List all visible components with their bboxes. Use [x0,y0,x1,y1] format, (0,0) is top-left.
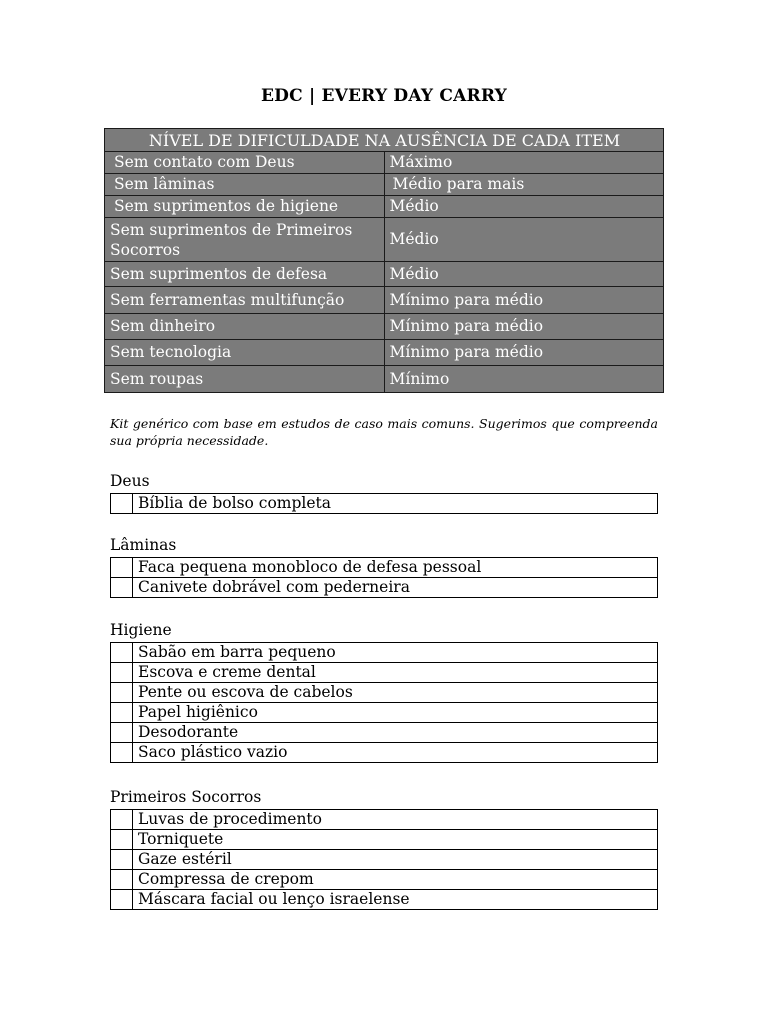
difficulty-table-header-row [105,129,664,152]
difficulty-table [104,128,664,393]
table-row [111,703,658,723]
checklist-item: Gaze estéril [133,850,658,870]
checkbox[interactable] [111,743,133,763]
checklist-item: Bíblia de bolso completa [133,494,658,514]
checkbox[interactable] [111,830,133,850]
checkbox[interactable] [111,494,133,514]
table-row [111,830,658,850]
table-row [111,494,658,514]
difficulty-item: Sem dinheiro [105,314,385,340]
checklist-deus [110,493,658,514]
table-row [111,663,658,683]
table-row [111,683,658,703]
checklist-item: Luvas de procedimento [133,810,658,830]
difficulty-table-header: NÍVEL DE DIFICULDADE NA AUSÊNCIA DE CADA ITEM [105,129,664,152]
table-row [111,870,658,890]
table-row [111,578,658,598]
table-row [105,340,664,366]
checklist-item: Saco plástico vazio [133,743,658,763]
checklist-higiene [110,642,658,763]
kit-note: Kit genérico com base em estudos de caso mais comuns. Sugerimos que compreenda sua própria necessidade. [110,416,658,448]
difficulty-level: Mínimo para médio [384,340,664,366]
difficulty-level: Médio [384,262,664,287]
difficulty-item: Sem suprimentos de Primeiros Socorros [105,218,385,262]
table-row [105,174,664,196]
section-title-laminas: Lâminas [110,536,177,554]
checkbox[interactable] [111,683,133,703]
checkbox[interactable] [111,663,133,683]
checklist-item: Máscara facial ou lenço israelense [133,890,658,910]
difficulty-level: Máximo [384,152,664,174]
checklist-item: Escova e creme dental [133,663,658,683]
difficulty-level: Médio [384,218,664,262]
checkbox[interactable] [111,578,133,598]
checklist-item: Desodorante [133,723,658,743]
section-title-higiene: Higiene [110,621,172,639]
difficulty-item: Sem ferramentas multifunção [105,287,385,314]
table-row [111,810,658,830]
difficulty-level: Médio para mais [384,174,664,196]
table-row [111,743,658,763]
checklist-item: Compressa de crepom [133,870,658,890]
checkbox[interactable] [111,890,133,910]
table-row [111,643,658,663]
difficulty-level: Mínimo para médio [384,287,664,314]
checklist-item: Faca pequena monobloco de defesa pessoal [133,558,658,578]
table-row [105,366,664,393]
table-row [105,287,664,314]
checkbox[interactable] [111,643,133,663]
checkbox[interactable] [111,850,133,870]
table-row [105,152,664,174]
checklist-item: Canivete dobrável com pederneira [133,578,658,598]
document-title: EDC | EVERY DAY CARRY [261,86,507,106]
difficulty-level: Mínimo para médio [384,314,664,340]
checkbox[interactable] [111,558,133,578]
difficulty-item: Sem suprimentos de higiene [105,196,385,218]
table-row [105,218,664,262]
checklist-item: Pente ou escova de cabelos [133,683,658,703]
checklist-primeiros-socorros [110,809,658,910]
checklist-laminas [110,557,658,598]
checkbox[interactable] [111,810,133,830]
difficulty-item: Sem roupas [105,366,385,393]
checklist-item: Sabão em barra pequeno [133,643,658,663]
checkbox[interactable] [111,870,133,890]
table-row [111,558,658,578]
table-row [111,890,658,910]
checklist-item: Torniquete [133,830,658,850]
table-row [111,723,658,743]
section-title-deus: Deus [110,472,150,490]
difficulty-item: Sem tecnologia [105,340,385,366]
table-row [105,196,664,218]
checkbox[interactable] [111,723,133,743]
difficulty-level: Médio [384,196,664,218]
checklist-item: Papel higiênico [133,703,658,723]
section-title-primeiros-socorros: Primeiros Socorros [110,788,262,806]
difficulty-level: Mínimo [384,366,664,393]
table-row [105,262,664,287]
difficulty-item: Sem contato com Deus [105,152,385,174]
table-row [105,314,664,340]
difficulty-item: Sem suprimentos de defesa [105,262,385,287]
table-row [111,850,658,870]
checkbox[interactable] [111,703,133,723]
difficulty-item: Sem lâminas [105,174,385,196]
